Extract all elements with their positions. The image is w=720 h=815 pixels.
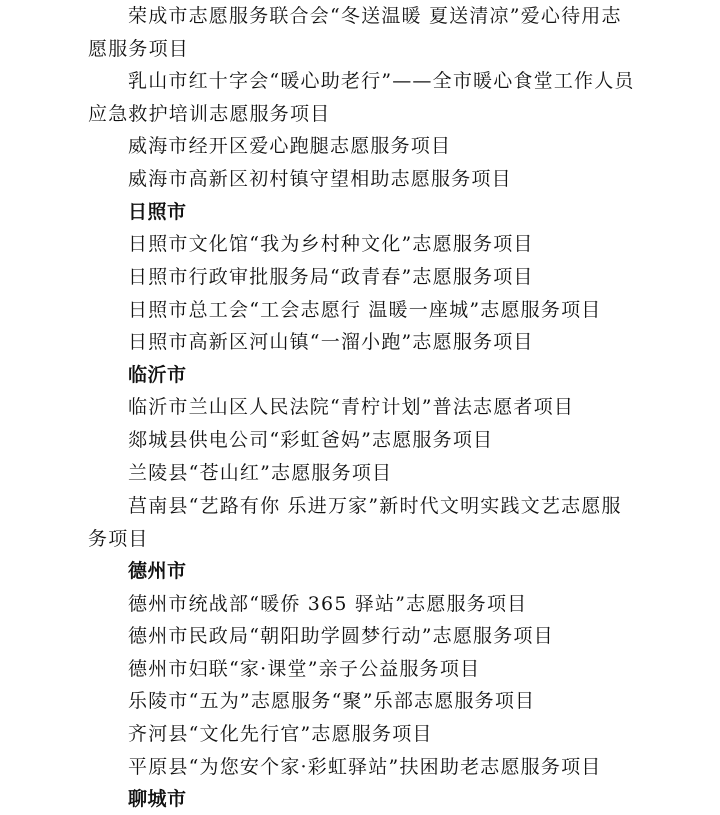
- text-line: 德州市民政局“朝阳助学圆梦行动”志愿服务项目: [128, 625, 554, 647]
- text-line: 莒南县“艺路有你 乐进万家”新时代文明实践文艺志愿服: [128, 495, 622, 517]
- text-line: 日照市高新区河山镇“一溜小跑”志愿服务项目: [128, 331, 534, 353]
- text-line: 齐河县“文化先行官”志愿服务项目: [128, 723, 433, 745]
- text-line: 愿服务项目: [88, 38, 190, 60]
- section-heading: 临沂市: [128, 364, 187, 386]
- text-line: 德州市妇联“家·课堂”亲子公益服务项目: [128, 658, 481, 680]
- section-heading: 德州市: [128, 560, 187, 582]
- text-line: 德州市统战部“暖侨 365 驿站”志愿服务项目: [128, 593, 528, 615]
- text-line: 乐陵市“五为”志愿服务“聚”乐部志愿服务项目: [128, 690, 536, 712]
- text-line: 郯城县供电公司“彩虹爸妈”志愿服务项目: [128, 429, 494, 451]
- text-line: 荣成市志愿服务联合会“冬送温暖 夏送清凉”爱心待用志: [128, 5, 622, 27]
- text-line: 应急救护培训志愿服务项目: [88, 103, 331, 125]
- text-line: 威海市经开区爱心跑腿志愿服务项目: [128, 135, 452, 157]
- text-line: 平原县“为您安个家·彩虹驿站”扶困助老志愿服务项目: [128, 756, 602, 778]
- text-line: 兰陵县“苍山红”志愿服务项目: [128, 462, 393, 484]
- text-line: 乳山市红十字会“暖心助老行”——全市暖心食堂工作人员: [128, 70, 635, 92]
- text-line: 日照市行政审批服务局“政青春”志愿服务项目: [128, 266, 534, 288]
- text-line: 日照市总工会“工会志愿行 温暖一座城”志愿服务项目: [128, 299, 602, 321]
- text-line: 威海市高新区初村镇守望相助志愿服务项目: [128, 168, 512, 190]
- section-heading: 聊城市: [128, 788, 187, 810]
- text-line: 日照市文化馆“我为乡村种文化”志愿服务项目: [128, 233, 534, 255]
- section-heading: 日照市: [128, 201, 187, 223]
- text-line: 临沂市兰山区人民法院“青柠计划”普法志愿者项目: [128, 396, 575, 418]
- text-line: 务项目: [88, 528, 149, 550]
